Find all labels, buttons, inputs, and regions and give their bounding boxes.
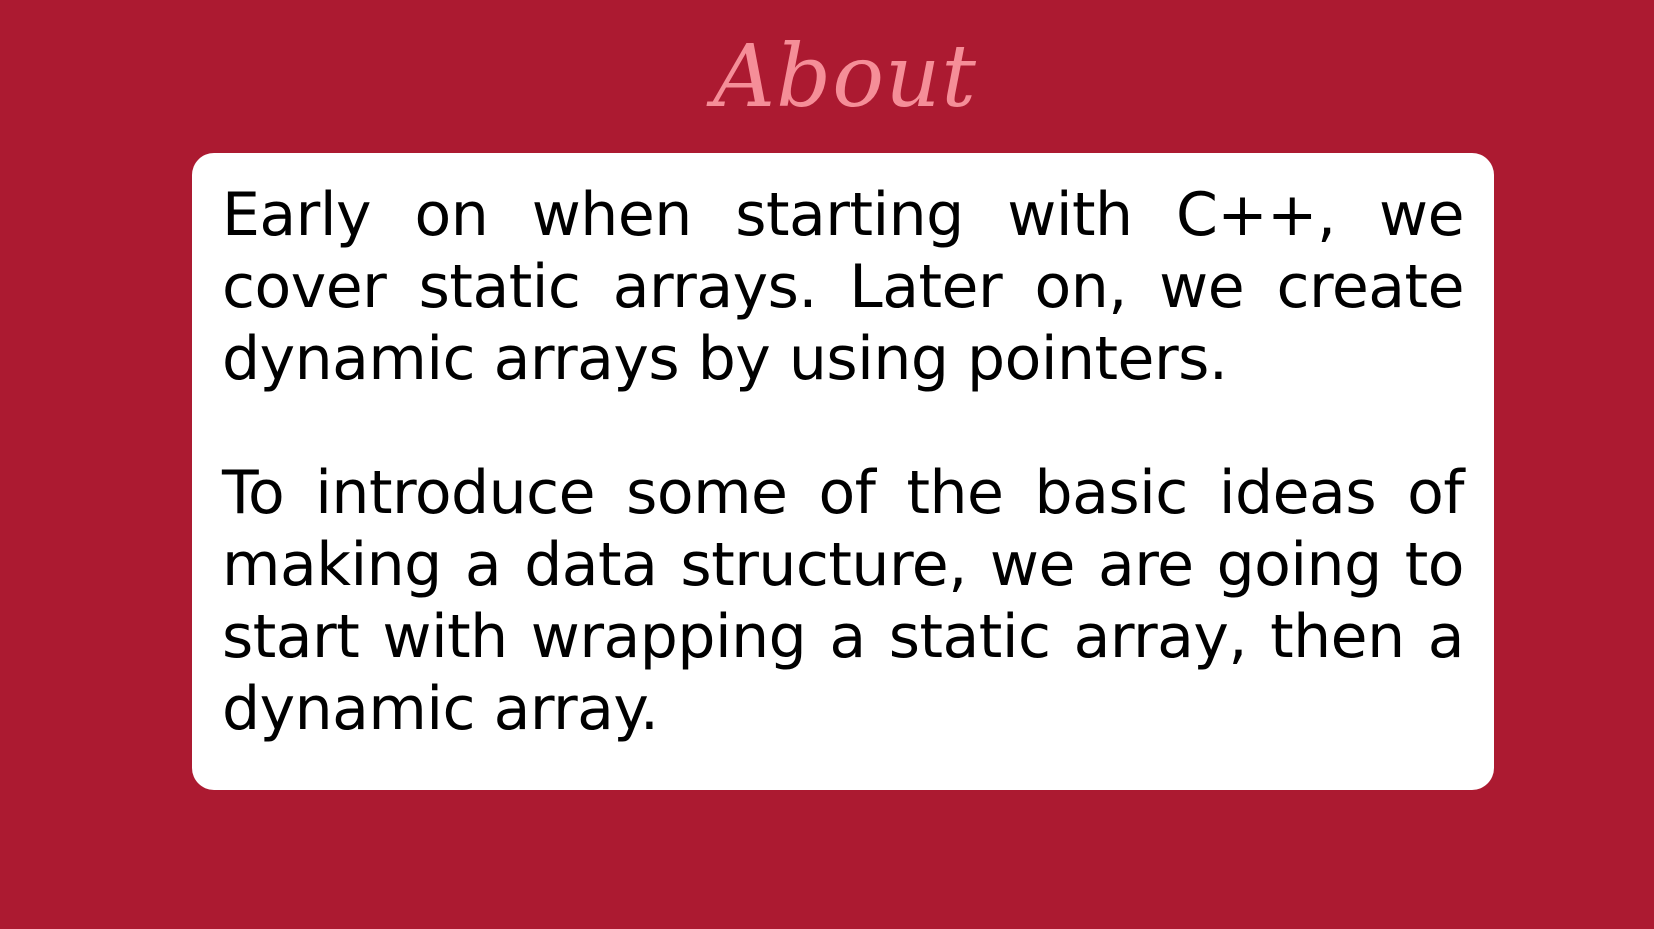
slide-title: About — [713, 27, 977, 127]
paragraph-plan: To introduce some of the basic ideas of making a data structure, we are going to start with wrapping a static array, then a dynamic array. — [222, 458, 1464, 744]
content-card — [192, 153, 1494, 790]
paragraph-intro: Early on when starting with C++, we cover static arrays. Later on, we create dynamic arrays by using pointers. — [222, 180, 1464, 394]
